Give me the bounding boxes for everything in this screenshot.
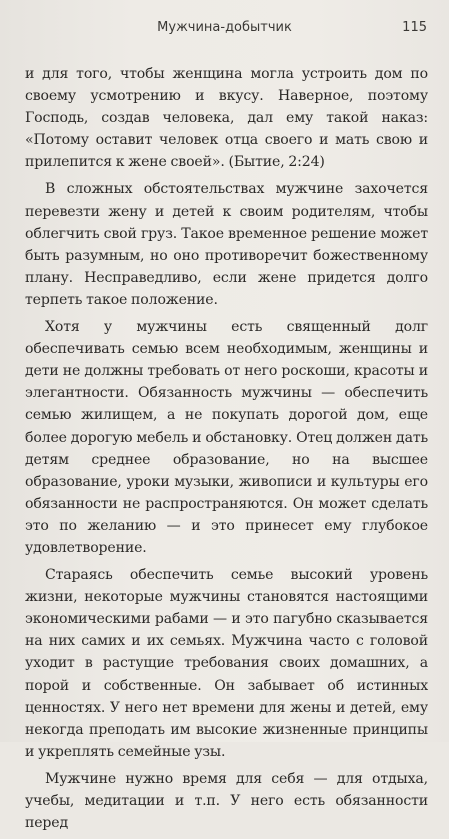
running-header [0,20,449,40]
body-text [25,63,428,839]
paragraph: Стараясь обеспечить семье высокий уровень жизни, некоторые мужчины становятся настоящими экономическими рабами — и это пагубно сказывается на них самих и их семьях. Мужчина часто с головой уходит в растущие требования своих домашних, а порой и собственные. Он забывает об истинных ценностях. У него нет времени для жены и детей, ему некогда преподать им высокие жизненные принципы и укреплять семейные узы. [25,567,428,760]
chapter-title: Мужчина-добытчик [157,20,292,35]
paragraph: В сложных обстоятельствах мужчине захочется перевезти жену и детей к своим родителям, чтобы облегчить свой груз. Такое временное решение может быть разумным, но оно противоречит божественному плану. Несправедливо, если жене придется долго терпеть такое положение. [25,181,428,308]
page-number: 115 [402,20,427,35]
paragraph: и для того, чтобы женщина могла устроить дом по своему усмотрению и вкусу. Наверное, поэтому Господь, создав человека, дал ему такой наказ: «Потому оставит человек отца своего и мать свою и прилепится к жене своей». (Бытие, 2:24) [25,66,428,171]
paragraph: Хотя у мужчины есть священный долг обеспечивать семью всем необходимым, женщины и дети не должны требовать от него роскоши, красоты и элегантности. Обязанность мужчины — обеспечить семью жилищем, а не покупать дорогой дом, еще более дорогую мебель и обстановку. Отец должен дать детям среднее образование, но на высшее образование, уроки музыки, живописи и культуры его обязанности не распространяются. Он может сделать это по желанию — и это принесет ему глубокое удовлетворение. [25,319,428,556]
paragraph: Мужчине нужно время для себя — для отдыха, учебы, медитации и т.п. У него есть обязанности перед [25,770,428,832]
